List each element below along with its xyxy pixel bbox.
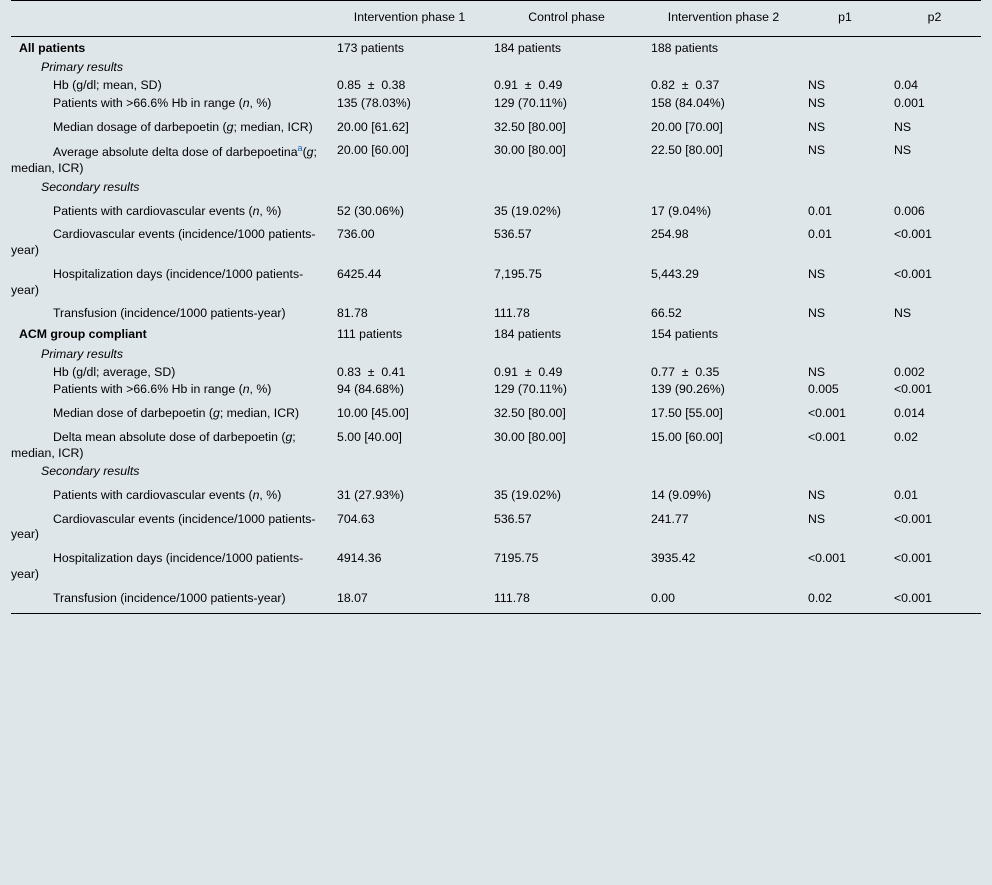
table-row bbox=[11, 77, 981, 95]
value-cell bbox=[331, 58, 488, 77]
value-cell bbox=[331, 462, 488, 481]
p-value-cell bbox=[888, 345, 981, 364]
p-value-cell: 0.04 bbox=[888, 77, 981, 95]
table-header-row bbox=[11, 1, 981, 37]
value-cell: 0.85 ± 0.38 bbox=[331, 77, 488, 95]
value-cell: 5.00 [40.00] bbox=[331, 423, 488, 462]
results-table bbox=[11, 0, 981, 614]
p-value-cell: NS bbox=[802, 113, 888, 137]
row-label: Delta mean absolute dose of darbepoetin (g; median, ICR) bbox=[11, 423, 331, 462]
table-row bbox=[11, 178, 981, 197]
p-value-cell: NS bbox=[888, 136, 981, 178]
row-label: Patients with >66.6% Hb in range (n, %) bbox=[11, 95, 331, 113]
value-cell: 135 (78.03%) bbox=[331, 95, 488, 113]
value-cell: 5,443.29 bbox=[645, 260, 802, 299]
p-value-cell: NS bbox=[802, 260, 888, 299]
p-value-cell: <0.001 bbox=[888, 220, 981, 259]
value-cell: 0.83 ± 0.41 bbox=[331, 364, 488, 382]
row-label: Cardiovascular events (incidence/1000 patients-year) bbox=[11, 220, 331, 259]
table-row bbox=[11, 364, 981, 382]
value-cell: 10.00 [45.00] bbox=[331, 399, 488, 423]
row-label: Median dose of darbepoetin (g; median, ICR) bbox=[11, 399, 331, 423]
value-cell: 111 patients bbox=[331, 323, 488, 345]
row-label: Hospitalization days (incidence/1000 patients-year) bbox=[11, 544, 331, 583]
row-subheading-label: Secondary results bbox=[11, 178, 331, 197]
p-value-cell bbox=[888, 178, 981, 197]
value-cell: 14 (9.09%) bbox=[645, 481, 802, 505]
value-cell: 0.91 ± 0.49 bbox=[488, 77, 645, 95]
row-label: Cardiovascular events (incidence/1000 patients-year) bbox=[11, 505, 331, 544]
value-cell bbox=[331, 345, 488, 364]
value-cell: 66.52 bbox=[645, 299, 802, 323]
value-cell: 154 patients bbox=[645, 323, 802, 345]
row-label: Hb (g/dl; mean, SD) bbox=[11, 77, 331, 95]
value-cell: 31 (27.93%) bbox=[331, 481, 488, 505]
value-cell: 129 (70.11%) bbox=[488, 381, 645, 399]
value-cell: 0.91 ± 0.49 bbox=[488, 364, 645, 382]
row-subheading-label: Primary results bbox=[11, 58, 331, 77]
p-value-cell: 0.001 bbox=[888, 95, 981, 113]
value-cell: 18.07 bbox=[331, 584, 488, 614]
p-value-cell: <0.001 bbox=[888, 505, 981, 544]
value-cell: 20.00 [70.00] bbox=[645, 113, 802, 137]
p-value-cell bbox=[802, 323, 888, 345]
p-value-cell bbox=[802, 178, 888, 197]
value-cell bbox=[488, 345, 645, 364]
p-value-cell bbox=[888, 36, 981, 58]
p-value-cell: 0.01 bbox=[802, 197, 888, 221]
table-row bbox=[11, 481, 981, 505]
value-cell: 184 patients bbox=[488, 36, 645, 58]
value-cell: 188 patients bbox=[645, 36, 802, 58]
value-cell: 7,195.75 bbox=[488, 260, 645, 299]
table-body bbox=[11, 36, 981, 614]
column-header-2: Control phase bbox=[488, 1, 645, 37]
table-row bbox=[11, 136, 981, 178]
value-cell: 30.00 [80.00] bbox=[488, 423, 645, 462]
row-label: Patients with cardiovascular events (n, %) bbox=[11, 481, 331, 505]
column-header-0 bbox=[11, 1, 331, 37]
value-cell: 139 (90.26%) bbox=[645, 381, 802, 399]
table-row bbox=[11, 584, 981, 614]
p-value-cell: 0.02 bbox=[888, 423, 981, 462]
value-cell: 94 (84.68%) bbox=[331, 381, 488, 399]
column-header-5: p2 bbox=[888, 1, 981, 37]
value-cell: 35 (19.02%) bbox=[488, 481, 645, 505]
p-value-cell bbox=[802, 345, 888, 364]
value-cell: 3935.42 bbox=[645, 544, 802, 583]
p-value-cell: NS bbox=[802, 364, 888, 382]
table-row bbox=[11, 58, 981, 77]
p-value-cell: <0.001 bbox=[802, 544, 888, 583]
p-value-cell: NS bbox=[802, 481, 888, 505]
table-row bbox=[11, 36, 981, 58]
row-label: Transfusion (incidence/1000 patients-year) bbox=[11, 584, 331, 614]
table-row bbox=[11, 299, 981, 323]
row-label: Hospitalization days (incidence/1000 patients-year) bbox=[11, 260, 331, 299]
table-row bbox=[11, 95, 981, 113]
value-cell bbox=[488, 178, 645, 197]
value-cell bbox=[645, 345, 802, 364]
p-value-cell: NS bbox=[802, 505, 888, 544]
row-label: Patients with >66.6% Hb in range (n, %) bbox=[11, 381, 331, 399]
value-cell: 17 (9.04%) bbox=[645, 197, 802, 221]
value-cell bbox=[645, 178, 802, 197]
value-cell bbox=[331, 178, 488, 197]
value-cell: 173 patients bbox=[331, 36, 488, 58]
value-cell: 17.50 [55.00] bbox=[645, 399, 802, 423]
p-value-cell: <0.001 bbox=[888, 381, 981, 399]
p-value-cell: NS bbox=[802, 136, 888, 178]
value-cell: 35 (19.02%) bbox=[488, 197, 645, 221]
p-value-cell: 0.005 bbox=[802, 381, 888, 399]
value-cell: 4914.36 bbox=[331, 544, 488, 583]
row-group-label: All patients bbox=[11, 36, 331, 58]
value-cell: 111.78 bbox=[488, 299, 645, 323]
value-cell: 129 (70.11%) bbox=[488, 95, 645, 113]
value-cell bbox=[488, 462, 645, 481]
column-header-1: Intervention phase 1 bbox=[331, 1, 488, 37]
value-cell: 254.98 bbox=[645, 220, 802, 259]
value-cell: 184 patients bbox=[488, 323, 645, 345]
row-subheading-label: Secondary results bbox=[11, 462, 331, 481]
p-value-cell bbox=[802, 36, 888, 58]
value-cell: 111.78 bbox=[488, 584, 645, 614]
p-value-cell bbox=[802, 462, 888, 481]
value-cell: 52 (30.06%) bbox=[331, 197, 488, 221]
table-row bbox=[11, 423, 981, 462]
value-cell: 536.57 bbox=[488, 505, 645, 544]
table-row bbox=[11, 544, 981, 583]
p-value-cell: 0.01 bbox=[802, 220, 888, 259]
row-subheading-label: Primary results bbox=[11, 345, 331, 364]
p-value-cell: NS bbox=[888, 113, 981, 137]
value-cell: 20.00 [60.00] bbox=[331, 136, 488, 178]
column-header-3: Intervention phase 2 bbox=[645, 1, 802, 37]
p-value-cell: 0.01 bbox=[888, 481, 981, 505]
value-cell: 0.77 ± 0.35 bbox=[645, 364, 802, 382]
value-cell: 704.63 bbox=[331, 505, 488, 544]
table-row bbox=[11, 197, 981, 221]
row-label: Transfusion (incidence/1000 patients-year) bbox=[11, 299, 331, 323]
value-cell: 158 (84.04%) bbox=[645, 95, 802, 113]
table-row bbox=[11, 462, 981, 481]
value-cell: 241.77 bbox=[645, 505, 802, 544]
p-value-cell bbox=[888, 462, 981, 481]
p-value-cell bbox=[888, 58, 981, 77]
row-label: Patients with cardiovascular events (n, %) bbox=[11, 197, 331, 221]
p-value-cell: NS bbox=[802, 299, 888, 323]
value-cell: 536.57 bbox=[488, 220, 645, 259]
p-value-cell bbox=[802, 58, 888, 77]
value-cell: 22.50 [80.00] bbox=[645, 136, 802, 178]
value-cell: 0.82 ± 0.37 bbox=[645, 77, 802, 95]
row-label: Median dosage of darbepoetin (g; median, ICR) bbox=[11, 113, 331, 137]
p-value-cell bbox=[888, 323, 981, 345]
value-cell: 30.00 [80.00] bbox=[488, 136, 645, 178]
p-value-cell: 0.02 bbox=[802, 584, 888, 614]
value-cell: 32.50 [80.00] bbox=[488, 113, 645, 137]
value-cell: 6425.44 bbox=[331, 260, 488, 299]
table-row bbox=[11, 113, 981, 137]
p-value-cell: 0.006 bbox=[888, 197, 981, 221]
value-cell: 32.50 [80.00] bbox=[488, 399, 645, 423]
p-value-cell: NS bbox=[802, 95, 888, 113]
value-cell: 0.00 bbox=[645, 584, 802, 614]
p-value-cell: NS bbox=[802, 77, 888, 95]
p-value-cell: NS bbox=[888, 299, 981, 323]
p-value-cell: <0.001 bbox=[888, 584, 981, 614]
table-row bbox=[11, 323, 981, 345]
row-group-label: ACM group compliant bbox=[11, 323, 331, 345]
row-label: Average absolute delta dose of darbepoetina$^a$(g; median, ICR) bbox=[11, 136, 331, 178]
table-row bbox=[11, 345, 981, 364]
value-cell bbox=[488, 58, 645, 77]
table-header bbox=[11, 1, 981, 37]
value-cell: 7195.75 bbox=[488, 544, 645, 583]
p-value-cell: <0.001 bbox=[888, 544, 981, 583]
p-value-cell: 0.014 bbox=[888, 399, 981, 423]
p-value-cell: <0.001 bbox=[802, 399, 888, 423]
column-header-4: p1 bbox=[802, 1, 888, 37]
p-value-cell: 0.002 bbox=[888, 364, 981, 382]
p-value-cell: <0.001 bbox=[888, 260, 981, 299]
value-cell bbox=[645, 58, 802, 77]
value-cell: 81.78 bbox=[331, 299, 488, 323]
table-row bbox=[11, 399, 981, 423]
value-cell bbox=[645, 462, 802, 481]
value-cell: 20.00 [61.62] bbox=[331, 113, 488, 137]
table-row bbox=[11, 505, 981, 544]
p-value-cell: <0.001 bbox=[802, 423, 888, 462]
table-row bbox=[11, 381, 981, 399]
table-row bbox=[11, 260, 981, 299]
table-row bbox=[11, 220, 981, 259]
value-cell: 736.00 bbox=[331, 220, 488, 259]
value-cell: 15.00 [60.00] bbox=[645, 423, 802, 462]
row-label: Hb (g/dl; average, SD) bbox=[11, 364, 331, 382]
